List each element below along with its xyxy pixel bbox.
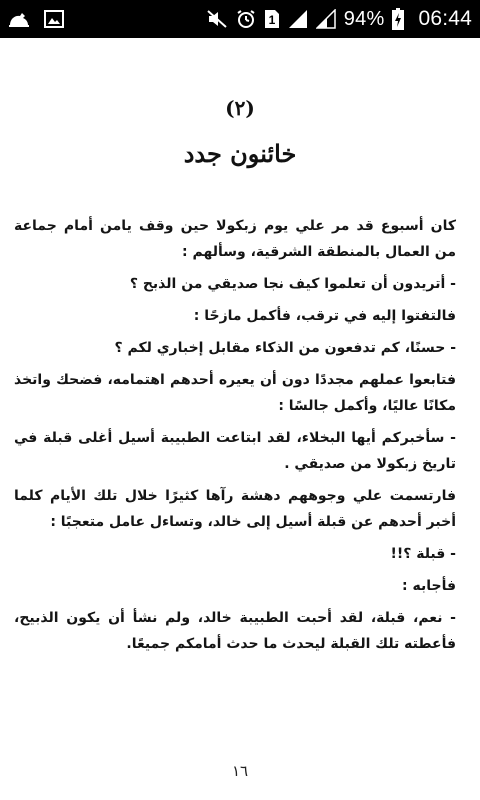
image-notification-icon xyxy=(44,10,64,28)
mute-icon xyxy=(206,9,228,29)
clock: 06:44 xyxy=(418,7,472,30)
status-bar-right xyxy=(206,7,480,31)
status-bar xyxy=(0,0,480,38)
status-bar-left xyxy=(0,10,64,28)
battery-percent: 94% xyxy=(343,7,385,30)
paragraph: فتابعوا عملهم مجددًا دون أن يعيره أحدهم اهتمامه، فضحك واتخذ مكانًا عاليًا، وأكمل جالسًا : xyxy=(14,372,456,414)
paragraph: فارتسمت علي وجوههم دهشة رآها كثيرًا خلال تلك الأيام كلما أخبر أحدهم عن قبلة أسيل إلى خالد، وتساءل عامل متعجبًا : xyxy=(14,488,456,530)
phone-caller-icon xyxy=(8,10,30,28)
page-number: ١٦ xyxy=(231,762,249,780)
chapter-body xyxy=(14,213,456,663)
battery-charging-icon xyxy=(392,8,404,30)
paragraph: فالتفتوا إليه في ترقب، فأكمل مازحًا : xyxy=(193,308,456,324)
signal-half-icon xyxy=(316,9,336,29)
paragraph: - قبلة ؟!! xyxy=(390,546,456,562)
chapter-title: خائنون جدد xyxy=(183,139,297,168)
paragraph: - سأخبركم أيها البخلاء، لقد ابتاعت الطبيبة أسيل أغلى قبلة في تاريخ زبكولا من صديقي . xyxy=(14,430,456,472)
alarm-icon xyxy=(236,9,256,29)
paragraph: فأجابه : xyxy=(402,578,456,594)
sim-slot-label: 1 xyxy=(268,13,276,27)
book-page[interactable] xyxy=(0,38,480,800)
sim-1-icon xyxy=(264,9,280,29)
paragraph: - نعم، قبلة، لقد أحبت الطبيبة خالد، ولم نشأ أن يكون الذبيح، فأعطته تلك القبلة ليحدث ما حدث أمامكم جميعًا. xyxy=(14,610,456,652)
paragraph: - حسنًا، كم تدفعون من الذكاء مقابل إخباري لكم ؟ xyxy=(114,340,456,356)
signal-full-icon xyxy=(288,9,308,29)
chapter-number: (٢) xyxy=(225,96,255,120)
paragraph: كان أسبوع قد مر علي يوم زبكولا حين وقف يامن أمام جماعة من العمال بالمنطقة الشرقية، وسألهم : xyxy=(14,218,456,260)
paragraph: - أتريدون أن تعلموا كيف نجا صديقي من الذبح ؟ xyxy=(129,276,456,292)
